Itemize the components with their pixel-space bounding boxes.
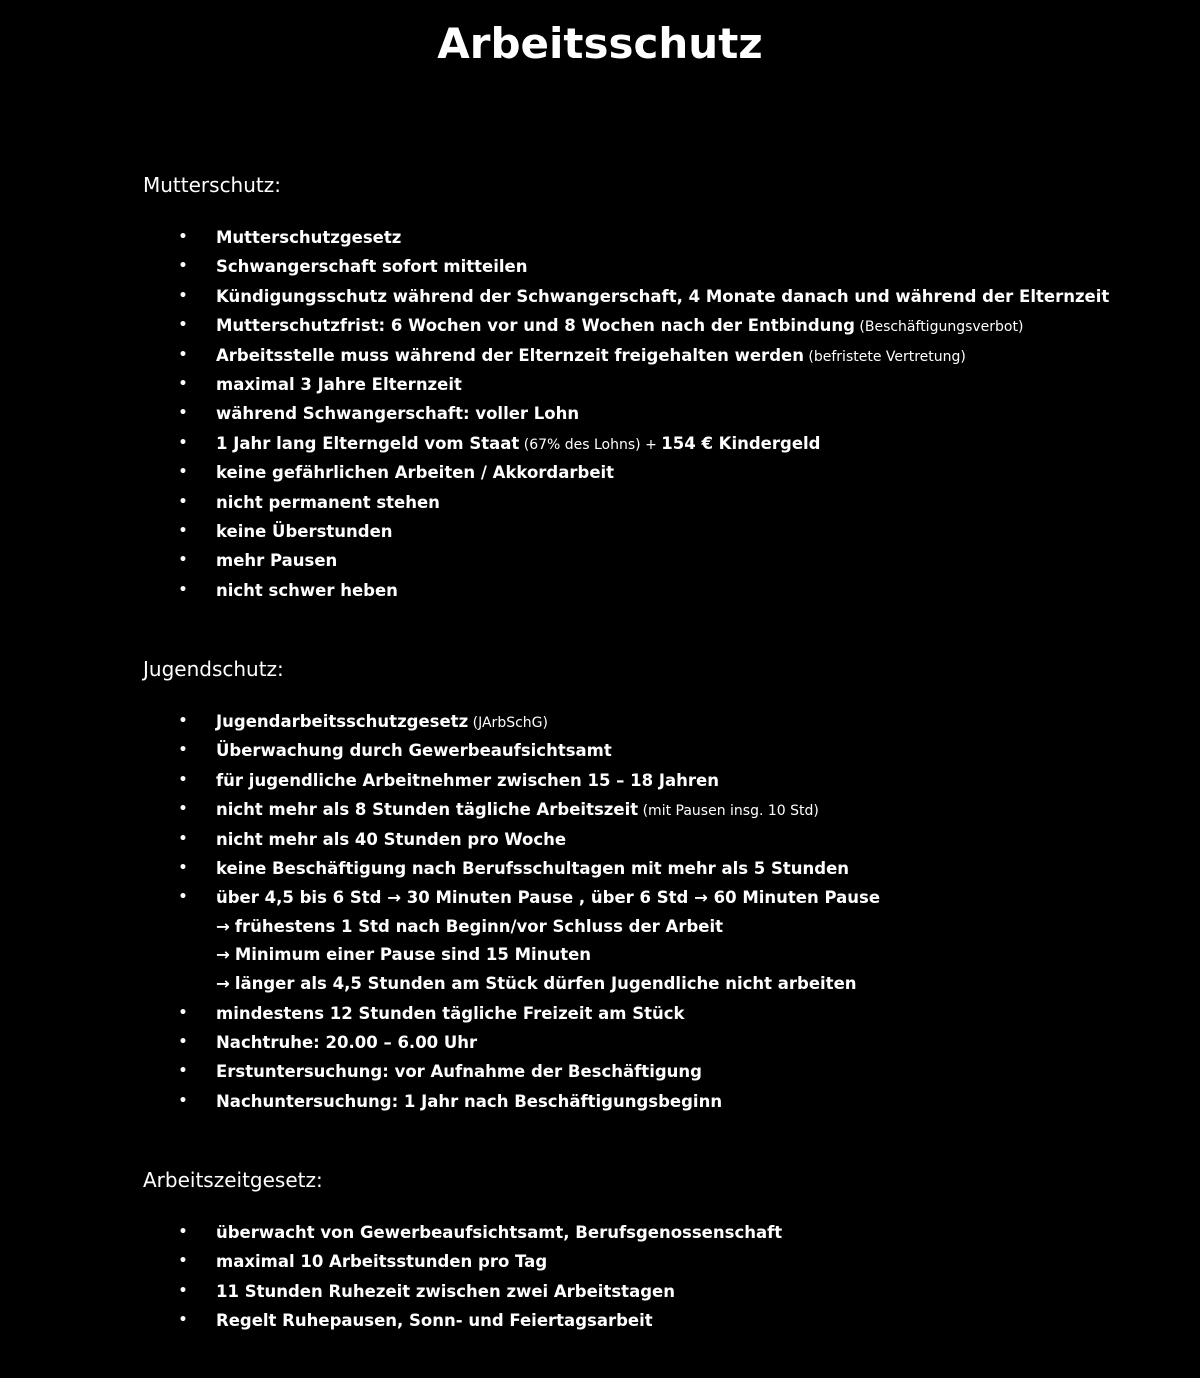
item-main-text: mehr Pausen: [216, 551, 338, 571]
list-item-text: [216, 429, 820, 460]
item-main-text: maximal 10 Arbeitsstunden pro Tag: [216, 1252, 548, 1272]
item-main-text: mindestens 12 Stunden tägliche Freizeit am Stück: [216, 1003, 685, 1023]
list-item-text: [216, 883, 880, 912]
list-item-text: [216, 1277, 675, 1306]
item-main-text: während Schwangerschaft: voller Lohn: [216, 404, 580, 424]
item-note: (mit Pausen insg. 10 Std): [638, 803, 819, 820]
item-note: (Beschäftigungsverbot): [854, 319, 1024, 336]
list-item-text: [216, 1247, 547, 1276]
bullet-icon: •: [178, 229, 188, 245]
bullet-icon: •: [178, 1004, 188, 1021]
list-item-text: [216, 825, 566, 854]
list-item-text: [216, 795, 819, 826]
bullet-icon: •: [178, 771, 188, 788]
bullet-icon: •: [178, 405, 188, 422]
list-item-text: [216, 1306, 653, 1335]
item-main-text: maximal 3 Jahre Elternzeit: [216, 374, 462, 394]
bullet-icon: •: [178, 1224, 188, 1240]
list-item-text: [216, 282, 1109, 311]
list-item-text: [216, 999, 685, 1028]
item-main-text: überwacht von Gewerbeaufsichtsamt, Berufsgenossenschaft: [216, 1223, 783, 1242]
item-main-text: Nachtruhe: 20.00 – 6.00 Uhr: [216, 1032, 478, 1052]
item-main-text: frühestens 1 Std nach Beginn/vor Schluss der Arbeit: [234, 916, 724, 936]
item-note: (67% des Lohns) +: [519, 436, 662, 453]
list-item-text: [216, 458, 614, 487]
item-main-text: Mutterschutzgesetz: [216, 228, 402, 247]
list-item-text: [216, 707, 548, 738]
item-main-text: keine Beschäftigung nach Berufsschultagen mit mehr als 5 Stunden: [216, 858, 850, 878]
section-heading: Mutterschutz:: [143, 173, 281, 197]
bullet-icon: •: [178, 801, 188, 818]
bullet-icon: •: [178, 375, 188, 392]
bullet-icon: •: [178, 464, 188, 481]
bullet-icon: •: [178, 713, 188, 729]
item-main-text: 1 Jahr lang Elterngeld vom Staat: [216, 433, 520, 453]
arrow-right-icon: →: [216, 973, 230, 993]
item-main-text: keine Überstunden: [216, 521, 393, 541]
item-main-text: Nachuntersuchung: 1 Jahr nach Beschäftigungsbeginn: [216, 1091, 723, 1111]
bullet-icon: •: [178, 287, 188, 304]
list-item-text: [216, 1087, 722, 1116]
bullet-icon: •: [178, 434, 188, 451]
list-item-text: [216, 766, 719, 795]
item-note: (JArbSchG): [468, 715, 548, 731]
item-main-text: keine gefährlichen Arbeiten / Akkordarbeit: [216, 463, 615, 483]
bullet-icon: •: [178, 830, 188, 847]
item-main-text: Überwachung durch Gewerbeaufsichtsamt: [216, 741, 612, 761]
item-main-text: länger als 4,5 Stunden am Stück dürfen Jugendliche nicht arbeiten: [234, 973, 857, 993]
list-item-text: [216, 311, 1023, 342]
arrow-right-icon: →: [216, 945, 230, 965]
list-item-text: [216, 736, 612, 765]
item-main-text: Jugendarbeitsschutzgesetz: [216, 712, 469, 731]
item-main-text: Kündigungsschutz während der Schwangerschaft, 4 Monate danach und während der Elternzeit: [216, 286, 1110, 306]
item-main-text: Minimum einer Pause sind 15 Minuten: [234, 945, 592, 965]
list-item-text: [216, 970, 857, 999]
bullet-icon: •: [178, 258, 188, 275]
list-item-text: [216, 341, 966, 372]
list-item-text: [216, 854, 849, 883]
item-main-text: Regelt Ruhepausen, Sonn- und Feiertagsarbeit: [216, 1311, 653, 1331]
bullet-icon: •: [178, 581, 188, 598]
list-item-text: [216, 913, 723, 942]
bullet-icon: •: [178, 522, 188, 539]
item-main-text: Erstuntersuchung: vor Aufnahme der Beschäftigung: [216, 1062, 702, 1082]
item-main-text: über 4,5 bis 6 Std → 30 Minuten Pause , über 6 Std → 60 Minuten Pause: [216, 888, 881, 908]
bullet-icon: •: [178, 552, 188, 569]
bullet-icon: •: [178, 346, 188, 363]
list-item-text: [216, 399, 579, 428]
section-heading: Arbeitszeitgesetz:: [143, 1168, 323, 1192]
bullet-icon: •: [178, 1253, 188, 1270]
bullet-icon: •: [178, 493, 188, 510]
bullet-icon: •: [178, 317, 188, 334]
list-item-text: [216, 252, 527, 281]
item-main-text: Schwangerschaft sofort mitteilen: [216, 257, 528, 277]
item-main-text: Arbeitsstelle muss während der Elternzeit freigehalten werden: [216, 345, 804, 365]
list-item-text: [216, 223, 401, 252]
bullet-icon: •: [178, 889, 188, 906]
list-item-text: [216, 1057, 702, 1086]
list-item-text: [216, 517, 393, 546]
item-main-text: 11 Stunden Ruhezeit zwischen zwei Arbeitstagen: [216, 1281, 675, 1301]
page-title: Arbeitsschutz: [437, 19, 763, 68]
arrow-right-icon: →: [216, 916, 230, 936]
item-main-text: für jugendliche Arbeitnehmer zwischen 15 – 18 Jahren: [216, 770, 719, 790]
bullet-icon: •: [178, 1282, 188, 1299]
bullet-icon: •: [178, 1063, 188, 1080]
bullet-icon: •: [178, 1312, 188, 1329]
item-main-text: Mutterschutzfrist: 6 Wochen vor und 8 Wochen nach der Entbindung: [216, 316, 855, 336]
list-item-text: [216, 1028, 477, 1057]
item-main-text: nicht mehr als 8 Stunden tägliche Arbeitszeit: [216, 800, 639, 820]
list-item-text: [216, 1218, 782, 1247]
section-heading: Jugendschutz:: [143, 657, 284, 681]
list-item-text: [216, 941, 591, 970]
item-note: (befristete Vertretung): [803, 348, 966, 365]
bullet-icon: •: [178, 859, 188, 876]
item-main-text: nicht schwer heben: [216, 580, 398, 600]
list-item-text: [216, 546, 337, 575]
bullet-icon: •: [178, 742, 188, 759]
item-main-text: nicht permanent stehen: [216, 492, 440, 512]
list-item-text: [216, 370, 462, 399]
item-tail-text: 154 € Kindergeld: [661, 433, 821, 453]
list-item-text: [216, 488, 440, 517]
bullet-icon: •: [178, 1033, 188, 1050]
item-main-text: nicht mehr als 40 Stunden pro Woche: [216, 829, 567, 849]
list-item-text: [216, 576, 398, 605]
bullet-icon: •: [178, 1092, 188, 1109]
